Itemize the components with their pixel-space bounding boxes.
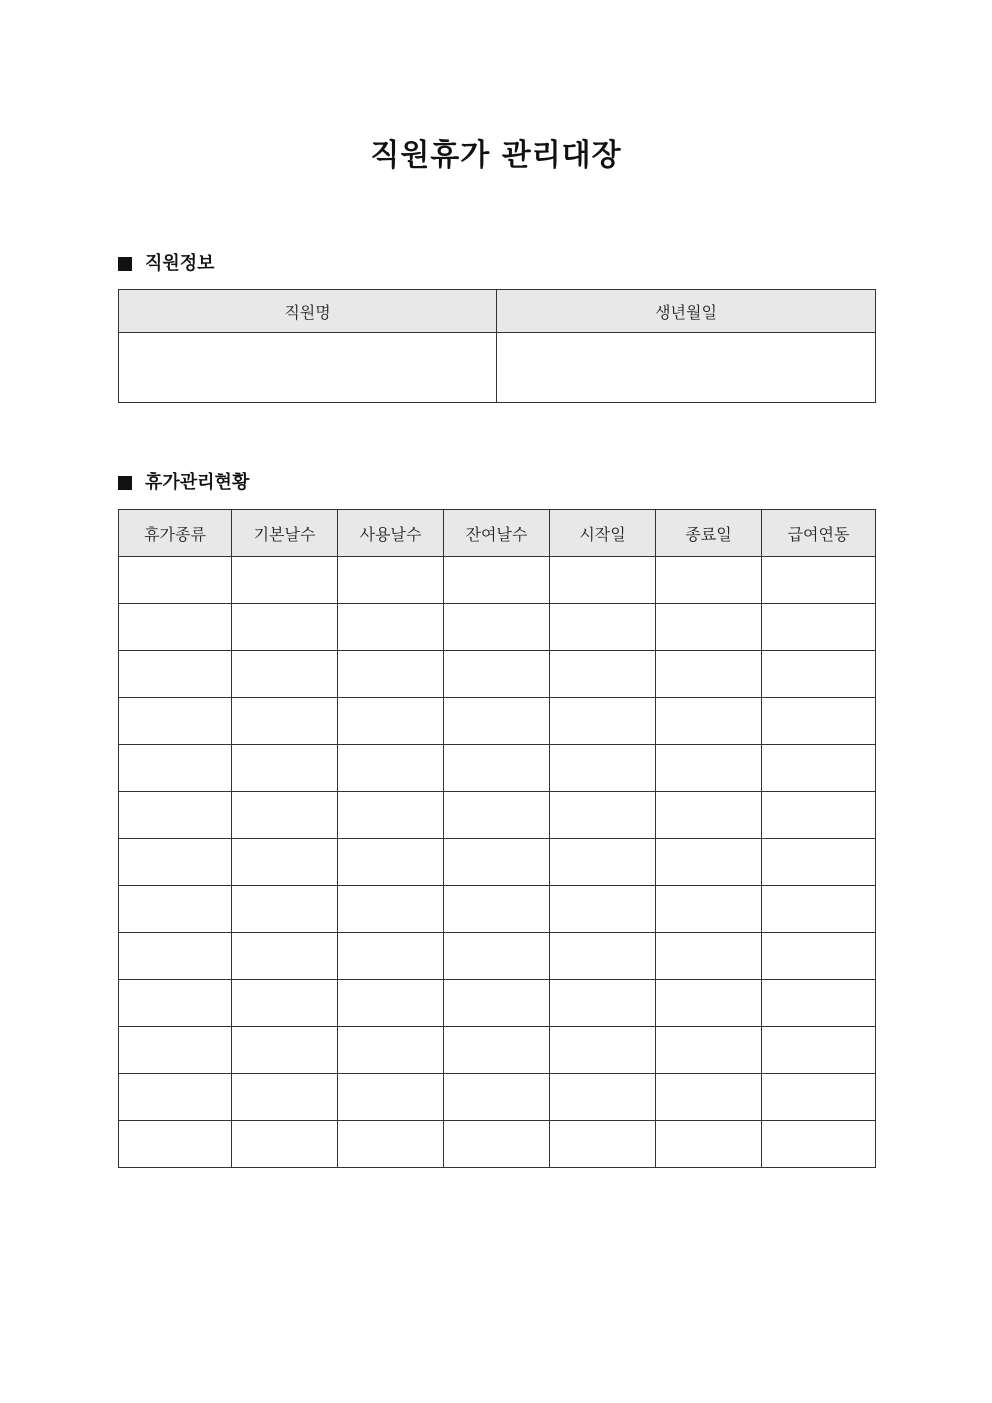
payroll-link-cell[interactable]	[762, 886, 876, 933]
column-header-start-date: 시작일	[550, 510, 656, 557]
remaining-days-cell[interactable]	[444, 980, 550, 1027]
used-days-cell[interactable]	[338, 1027, 444, 1074]
end-date-cell[interactable]	[656, 933, 762, 980]
payroll-link-cell[interactable]	[762, 698, 876, 745]
leave-type-cell[interactable]	[119, 698, 232, 745]
end-date-cell[interactable]	[656, 557, 762, 604]
base-days-cell[interactable]	[232, 604, 338, 651]
payroll-link-cell[interactable]	[762, 1074, 876, 1121]
section-heading-leave-status	[118, 471, 249, 495]
remaining-days-cell[interactable]	[444, 557, 550, 604]
column-header-employee-name: 직원명	[119, 290, 497, 333]
payroll-link-cell[interactable]	[762, 1121, 876, 1168]
remaining-days-cell[interactable]	[444, 1027, 550, 1074]
table-row	[119, 933, 876, 980]
leave-type-cell[interactable]	[119, 886, 232, 933]
leave-type-cell[interactable]	[119, 1074, 232, 1121]
end-date-cell[interactable]	[656, 1074, 762, 1121]
leave-type-cell[interactable]	[119, 839, 232, 886]
birth-date-cell[interactable]	[497, 333, 876, 403]
leave-type-cell[interactable]	[119, 792, 232, 839]
table-row	[119, 557, 876, 604]
remaining-days-cell[interactable]	[444, 792, 550, 839]
start-date-cell[interactable]	[550, 1121, 656, 1168]
base-days-cell[interactable]	[232, 980, 338, 1027]
section-heading-label: 직원정보	[145, 253, 215, 274]
base-days-cell[interactable]	[232, 651, 338, 698]
square-bullet-icon	[118, 257, 132, 271]
payroll-link-cell[interactable]	[762, 980, 876, 1027]
table-row	[119, 980, 876, 1027]
start-date-cell[interactable]	[550, 933, 656, 980]
end-date-cell[interactable]	[656, 1027, 762, 1074]
start-date-cell[interactable]	[550, 604, 656, 651]
square-bullet-icon	[118, 476, 132, 490]
end-date-cell[interactable]	[656, 698, 762, 745]
start-date-cell[interactable]	[550, 792, 656, 839]
payroll-link-cell[interactable]	[762, 651, 876, 698]
used-days-cell[interactable]	[338, 651, 444, 698]
used-days-cell[interactable]	[338, 792, 444, 839]
base-days-cell[interactable]	[232, 1027, 338, 1074]
employee-info-table	[118, 289, 876, 403]
remaining-days-cell[interactable]	[444, 698, 550, 745]
used-days-cell[interactable]	[338, 886, 444, 933]
start-date-cell[interactable]	[550, 651, 656, 698]
remaining-days-cell[interactable]	[444, 745, 550, 792]
used-days-cell[interactable]	[338, 1074, 444, 1121]
start-date-cell[interactable]	[550, 886, 656, 933]
end-date-cell[interactable]	[656, 1121, 762, 1168]
payroll-link-cell[interactable]	[762, 1027, 876, 1074]
base-days-cell[interactable]	[232, 1121, 338, 1168]
table-header-row	[119, 290, 876, 333]
column-header-remaining-days: 잔여날수	[444, 510, 550, 557]
payroll-link-cell[interactable]	[762, 557, 876, 604]
column-header-birth-date: 생년월일	[497, 290, 876, 333]
leave-type-cell[interactable]	[119, 604, 232, 651]
leave-type-cell[interactable]	[119, 745, 232, 792]
used-days-cell[interactable]	[338, 839, 444, 886]
leave-status-table	[118, 509, 876, 1168]
table-row	[119, 839, 876, 886]
payroll-link-cell[interactable]	[762, 933, 876, 980]
end-date-cell[interactable]	[656, 604, 762, 651]
end-date-cell[interactable]	[656, 651, 762, 698]
base-days-cell[interactable]	[232, 745, 338, 792]
column-header-base-days: 기본날수	[232, 510, 338, 557]
base-days-cell[interactable]	[232, 698, 338, 745]
start-date-cell[interactable]	[550, 980, 656, 1027]
payroll-link-cell[interactable]	[762, 839, 876, 886]
used-days-cell[interactable]	[338, 557, 444, 604]
remaining-days-cell[interactable]	[444, 839, 550, 886]
leave-type-cell[interactable]	[119, 557, 232, 604]
leave-type-cell[interactable]	[119, 933, 232, 980]
end-date-cell[interactable]	[656, 980, 762, 1027]
base-days-cell[interactable]	[232, 886, 338, 933]
used-days-cell[interactable]	[338, 698, 444, 745]
leave-type-cell[interactable]	[119, 980, 232, 1027]
start-date-cell[interactable]	[550, 557, 656, 604]
end-date-cell[interactable]	[656, 745, 762, 792]
start-date-cell[interactable]	[550, 1074, 656, 1121]
base-days-cell[interactable]	[232, 557, 338, 604]
base-days-cell[interactable]	[232, 792, 338, 839]
base-days-cell[interactable]	[232, 839, 338, 886]
end-date-cell[interactable]	[656, 886, 762, 933]
table-row	[119, 1074, 876, 1121]
remaining-days-cell[interactable]	[444, 933, 550, 980]
table-row	[119, 792, 876, 839]
document-title: 직원휴가 관리대장	[370, 138, 622, 173]
used-days-cell[interactable]	[338, 933, 444, 980]
used-days-cell[interactable]	[338, 1121, 444, 1168]
start-date-cell[interactable]	[550, 745, 656, 792]
remaining-days-cell[interactable]	[444, 1121, 550, 1168]
end-date-cell[interactable]	[656, 839, 762, 886]
section-heading-employee-info	[118, 252, 215, 276]
table-row	[119, 886, 876, 933]
section-heading-label: 휴가관리현황	[145, 472, 250, 493]
remaining-days-cell[interactable]	[444, 651, 550, 698]
employee-name-cell[interactable]	[119, 333, 497, 403]
table-row	[119, 745, 876, 792]
table-row	[119, 1027, 876, 1074]
payroll-link-cell[interactable]	[762, 604, 876, 651]
column-header-used-days: 사용날수	[338, 510, 444, 557]
start-date-cell[interactable]	[550, 839, 656, 886]
table-row	[119, 651, 876, 698]
used-days-cell[interactable]	[338, 745, 444, 792]
leave-table-body	[119, 557, 876, 1168]
payroll-link-cell[interactable]	[762, 745, 876, 792]
remaining-days-cell[interactable]	[444, 1074, 550, 1121]
column-header-payroll-link: 급여연동	[762, 510, 876, 557]
remaining-days-cell[interactable]	[444, 886, 550, 933]
end-date-cell[interactable]	[656, 792, 762, 839]
table-row	[119, 1121, 876, 1168]
start-date-cell[interactable]	[550, 1027, 656, 1074]
used-days-cell[interactable]	[338, 980, 444, 1027]
table-row	[119, 698, 876, 745]
start-date-cell[interactable]	[550, 698, 656, 745]
table-header-row	[119, 510, 876, 557]
base-days-cell[interactable]	[232, 1074, 338, 1121]
table-row	[119, 604, 876, 651]
remaining-days-cell[interactable]	[444, 604, 550, 651]
used-days-cell[interactable]	[338, 604, 444, 651]
column-header-end-date: 종료일	[656, 510, 762, 557]
payroll-link-cell[interactable]	[762, 792, 876, 839]
column-header-leave-type: 휴가종류	[119, 510, 232, 557]
leave-type-cell[interactable]	[119, 1027, 232, 1074]
base-days-cell[interactable]	[232, 933, 338, 980]
leave-type-cell[interactable]	[119, 1121, 232, 1168]
table-row	[119, 333, 876, 403]
leave-type-cell[interactable]	[119, 651, 232, 698]
